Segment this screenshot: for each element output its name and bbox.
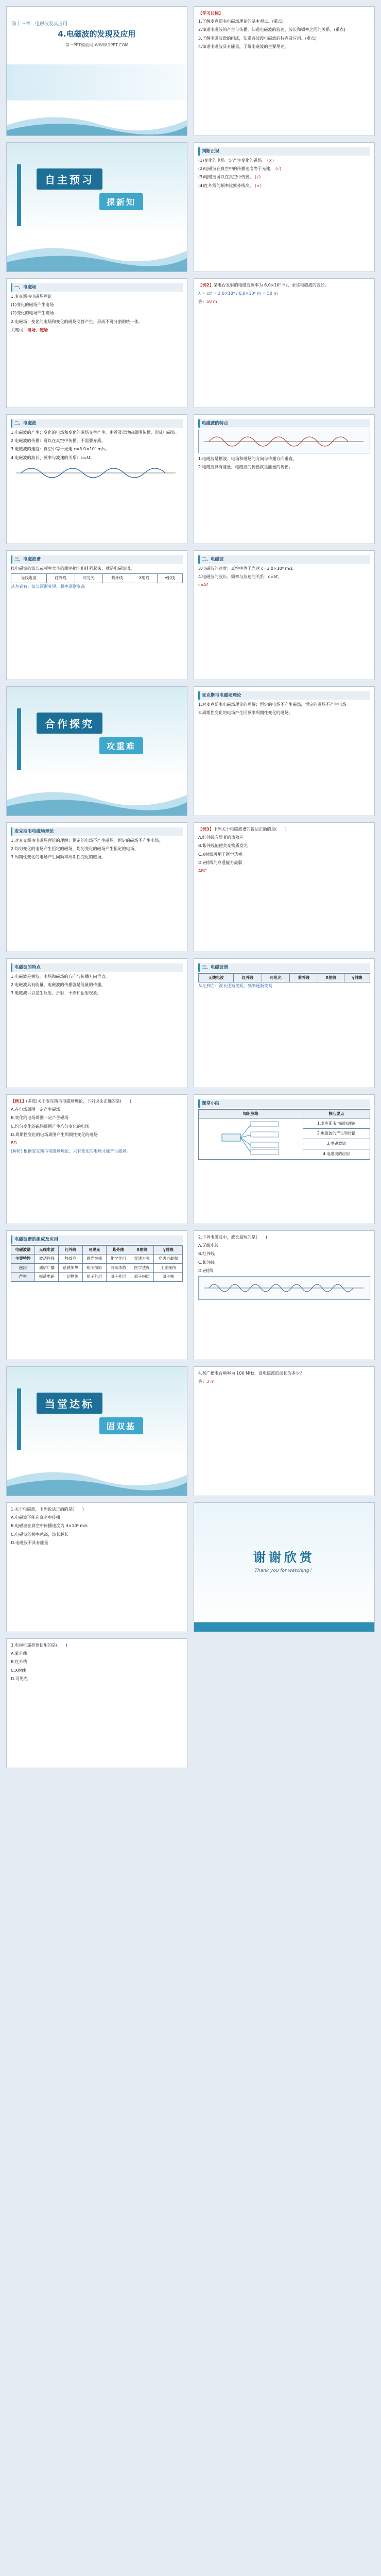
text-line: (2)变化的电场产生磁场 [11,311,54,316]
slide-practice-4[interactable]: 4.某广播电台频率为 100 MHz，该电磁波的波长为多少？ 答：3 m [194,1366,375,1496]
table-cell: X射线 [318,974,344,982]
section-title: 三、电磁波谱 [11,555,183,564]
thanks-title: 谢谢欣赏 [253,1550,315,1565]
section-title: 电磁波的特点 [11,963,183,972]
answer: c=λf [198,583,208,588]
decorative-waves [7,225,187,272]
option: B.红外线 [11,1659,28,1665]
table-cell: 可见光 [75,574,103,583]
table-cell: 原子核 [154,1273,183,1281]
question-text: (1)变化的电场一定产生变化的磁场。 [198,158,266,163]
banner-side-label: 固双基 [99,1417,143,1434]
table-cell: 2.电磁波的产生和传播 [303,1129,370,1139]
table-cell: 消毒杀菌 [106,1263,130,1272]
banner-main-label: 当堂达标 [37,1393,102,1414]
option: D.γ射线 [198,1268,214,1273]
section-title: 一、电磁场 [11,283,183,292]
decorative-waves [7,769,187,816]
footer-bar [194,1622,374,1632]
wave-figure [198,1276,370,1300]
question-text: (2)电磁波在真空中的传播速度等于光速。 [198,166,274,172]
text-line: 2.电磁波具有能量，电磁波的传播就是能量的传播。 [11,982,106,988]
slide-calc[interactable]: 【例2】某电台发射的电磁波频率为 6.0×10⁶ Hz，求该电磁波的波长。 λ = c/f = 3.0×10⁸ / 6.0×10⁶ m = 50 m 答：50 m [194,278,375,408]
banner-accent-bar [17,1388,21,1450]
section-banner-study[interactable] [6,142,187,272]
slide-wave-diagram[interactable] [194,414,375,544]
banner-side-label: 探新知 [99,193,143,210]
table-cell: 热效应 [59,1255,82,1263]
answer: 3 m [206,1379,215,1384]
banner-accent-bar [17,708,21,770]
option: C.紫外线 [198,1260,215,1265]
slide-example-1[interactable] [6,1094,187,1224]
banner-side-label: 攻重难 [99,737,143,754]
table-cell: 化学作用 [106,1255,130,1263]
table-cell: 3.电磁波谱 [303,1139,370,1149]
cover-slide[interactable] [6,6,187,136]
answer: ABC [198,868,207,873]
text-line: 3.周期性变化的电场产生同频率周期性变化的磁场。 [198,710,293,716]
table-cell: 医学透视 [130,1263,154,1272]
slide-spectrum-review[interactable] [194,958,375,1088]
table-cell: 紫外线 [103,574,131,583]
text-line: 从左到右：波长逐渐变短，频率逐渐变高 [11,584,85,589]
section-title: 二、电磁波 [11,419,183,428]
page-title: 4.电磁波的发现及应用 [58,29,136,39]
option: A.红外线有显著的热效应 [198,835,244,840]
table-cell: 1.麦克斯韦电磁场理论 [303,1118,370,1129]
question-text: 2.下列电磁波中，波长最短的是( ) [198,1235,267,1240]
option: A.紫外线 [11,1651,27,1656]
cover-band [7,64,187,100]
table-header: γ射线 [154,1246,183,1255]
spectrum-table [11,1245,183,1282]
text-line: 1.了解麦克斯韦电磁场理论的基本观点。(重点) [198,19,284,24]
text-line: 从左到右：波长逐渐变短，频率逐渐变高 [198,984,272,989]
slide-practice-3[interactable] [6,1638,187,1768]
text-line: 4.电磁波的波长、频率与波速的关系：c=λf。 [198,574,282,580]
left-column [6,0,187,1768]
question-text: 3.电视机遥控器使用的是( ) [11,1643,67,1648]
banner-main-label: 自主预习 [37,168,102,190]
text-line: 3.电磁波的速度：真空中等于光速 c=3.0×10⁸ m/s。 [11,447,110,452]
table-cell: 红外线 [234,974,262,982]
option: B.电磁波在真空中传播速度为 3×10⁸ m/s [11,1523,88,1529]
table-cell: 无线电波 [199,974,234,982]
keyword: 磁场 [40,327,48,332]
table-header: 核心要点 [303,1110,370,1118]
table-cell: 4.电磁波的应用 [303,1149,370,1159]
table-header: 红外线 [59,1246,82,1255]
table-header: 电磁波谱 [11,1246,35,1255]
wave-figure [198,430,370,453]
table-cell: 一切物体 [59,1273,82,1281]
table-cell: 红外线 [46,574,75,583]
slide-thanks[interactable] [194,1502,375,1632]
slide-field-theory[interactable] [194,686,375,816]
text-line: 4.知道电磁波具有能量，了解电磁波的主要用途。 [198,44,289,49]
table-cell: 照明摄影 [82,1263,106,1272]
option: B.变化的电场周围一定产生磁场 [11,1115,69,1121]
table-cell: γ射线 [157,574,182,583]
text-line: 1.对麦克斯韦电磁场理论的理解：恒定的电场不产生磁场，恒定的磁场不产生电场。 [198,702,351,707]
mark: (×) [254,183,262,188]
option: A.电磁波不能在真空中传播 [11,1515,60,1520]
table-cell: 应用 [11,1263,35,1272]
text-line: 3.周期性变化的电场产生同频率周期性变化的磁场。 [11,855,106,860]
example-label: 【例3】 [198,827,214,832]
section-title: 二、电磁波 [198,555,370,564]
table-cell: 通信广播 [35,1263,59,1272]
section-title: 电磁波谱的组成及应用 [11,1235,183,1244]
slide-discussion[interactable] [6,822,187,952]
table-cell: 原子外层 [82,1273,106,1281]
slide-em-wave[interactable] [6,414,187,544]
text-line: 2.电磁场：变化的电场和变化的磁场交替产生，形成不可分割的统一体。 [11,319,143,324]
slide-wave-props[interactable] [6,958,187,1088]
table-cell: 工业探伤 [154,1263,183,1272]
slide-practice-1[interactable] [6,1502,187,1632]
text-line: 2.知道电磁波的产生与传播，知道电磁波的波速、波长和频率之间的关系。(重点) [198,27,345,32]
section-title: 三、电磁波谱 [198,963,370,972]
section-title: 课堂小结 [198,1099,370,1108]
decorative-waves [7,1449,187,1496]
mark: (√) [275,166,282,172]
section-title: 麦克斯韦电磁场理论 [11,827,183,836]
right-column [194,0,375,1632]
text-line: 1.电磁波是横波，电场和磁场的方向与传播方向垂直。 [11,974,110,979]
example-label: 【例2】 [198,283,214,287]
option: D.周期性变化的电场周围产生周期性变化的磁场 [11,1132,98,1137]
slide-judge[interactable] [194,142,375,272]
table-header: 知识脉络 [199,1110,303,1118]
question-text: 1.关于电磁波，下列说法正确的是( ) [11,1507,84,1512]
text-line: 1.电磁波是横波，电场和磁场的方向与传播方向垂直。 [198,456,297,462]
answer: BD [11,1140,17,1145]
option: D.可见光 [11,1676,28,1681]
question-text: (多选)关于麦克斯韦电磁场理论，下列说法正确的是( ) [26,1099,132,1104]
summary-table [198,1109,370,1160]
section-title: 电磁波的特点 [198,419,370,428]
objectives-label: 【学习目标】 [198,11,223,15]
option: C.X射线 [11,1668,26,1673]
chapter-label: 第十三章 电磁波及其应用 [12,22,68,27]
slide-example-3[interactable] [194,822,375,952]
text-line: 2.电磁波具有能量，电磁波的传播就是能量的传播。 [198,465,293,470]
option: D.电磁波不具有能量 [11,1540,48,1545]
mark: (×) [267,158,274,163]
table-cell: 振荡电路 [35,1273,59,1281]
mind-map-diagram [220,1120,282,1156]
mind-map [199,1118,303,1159]
section-banner-coop[interactable] [6,686,187,816]
slide-objectives[interactable] [194,6,375,136]
option: C.均匀变化的磁场周围产生均匀变化的电场 [11,1124,90,1129]
table-header: 紫外线 [106,1246,130,1255]
table-cell: 紫外线 [290,974,318,982]
question-text: 4.某广播电台频率为 100 MHz，该电磁波的波长为多少？ [198,1371,304,1376]
option: B.紫外线能使荧光物质发光 [198,843,248,849]
option: D.γ射线的穿透能力最弱 [198,860,243,865]
page-subtitle: 第一PPT模板网-WWW.1PPT.COM [65,43,129,47]
text-line: 3.电磁波可以发生反射、折射、干涉和衍射现象。 [11,991,101,996]
wave-diagram [199,430,369,453]
spectrum-order-table [11,573,183,583]
text-line: 3.了解电磁波谱的组成，知道各波段电磁波的特点及应用。(难点) [198,36,317,41]
banner-main-label: 合作探究 [37,713,102,734]
question-text: (3)电磁波可以在真空中传播。 [198,175,254,180]
table-cell: 穿透力最强 [154,1255,183,1263]
text-line: 1.麦克斯韦电磁场理论 [11,294,52,299]
slide-spectrum[interactable] [6,550,187,680]
text-line: 1.电磁波的产生：变化的电场和变化的磁场交替产生，由近及远地向周围传播，形成电磁波。 [11,430,180,435]
slide-summary[interactable] [194,1094,375,1224]
banner-accent-bar [17,164,21,226]
formula: λ = c/f = 3.0×10⁸ / 6.0×10⁶ m = 50 m [198,291,278,296]
table-cell: 感光性强 [82,1255,106,1263]
explanation: [解析] 根据麦克斯韦电磁场理论，只有变化的电场才能产生磁场。 [11,1149,131,1154]
option: C.电磁波的频率越高，波长越长 [11,1532,69,1537]
thanks-subtitle: Thank you for watching！ [254,1568,314,1573]
text-line: 2.均匀变化的电场产生恒定的磁场，均匀变化的磁场产生恒定的电场。 [11,846,138,852]
table-cell: 原子内层 [130,1273,154,1281]
text-line: 1.对麦克斯韦电磁场理论的理解：恒定的电场不产生磁场，恒定的磁场不产生电场。 [11,838,163,843]
keyword: 电场 [27,327,36,332]
table-cell: 无线电波 [11,574,47,583]
option: A.在电场周围一定产生磁场 [11,1107,60,1112]
table-cell: 主要特性 [11,1255,35,1263]
table-header: 无线电波 [35,1246,59,1255]
mark: (√) [254,175,261,180]
section-banner-practice[interactable] [6,1366,187,1496]
slide-em-field[interactable]: 一、电磁场 1.麦克斯韦电磁场理论 (1)变化的磁场产生电场 (2)变化的电场产生磁场 2.电磁场：变化的电场和变化的磁场交替产生，形成不可分割的统一体。 关键词：电场、磁场 [6,278,187,408]
slide-em-wave-speed[interactable] [194,550,375,680]
table-header: 可见光 [82,1246,106,1255]
example-label: 【例1】 [11,1099,26,1104]
table-cell: 波动性强 [35,1255,59,1263]
question-text: 某电台发射的电磁波频率为 6.0×10⁶ Hz，求该电磁波的波长。 [213,283,329,287]
option: B.红外线 [198,1251,215,1257]
option: A.无线电波 [198,1243,219,1248]
section-title: 麦克斯韦电磁场理论 [198,691,370,700]
text-line: 3.电磁波的速度：真空中等于光速 c=3.0×10⁸ m/s。 [198,566,297,571]
option: C.X射线可用于医学透视 [198,852,243,857]
text-line: 2.电磁波的传播：可以在真空中传播，不需要介质。 [11,438,106,444]
spectrum-order-table [198,973,370,982]
answer: 50 m [206,299,217,304]
table-cell: 原子外层 [106,1273,130,1281]
text-line: (1)变化的磁场产生电场 [11,302,54,308]
section-title: 判断正误 [198,147,370,156]
question-text: (4)红外线的频率比紫外线高。 [198,183,254,188]
text-line: 按电磁波的波长或频率大小的顺序把它们排列起来，就是电磁波谱。 [11,566,134,571]
text-line: 4.电磁波的波长、频率与波速的关系：c=λf。 [11,455,95,460]
table-cell: γ射线 [344,974,370,982]
table-cell: X射线 [131,574,157,583]
table-cell: 产生 [11,1273,35,1281]
table-cell: 穿透力强 [130,1255,154,1263]
table-cell: 遥感加热 [59,1263,82,1272]
wave-diagram [199,1277,369,1299]
decorative-waves [7,105,187,135]
slide-spectrum-table[interactable] [6,1230,187,1360]
question-text: 下列关于电磁波谱的说法正确的是( ) [213,827,287,832]
wave-diagram [11,463,181,483]
table-cell: 可见光 [262,974,289,982]
slide-practice-2[interactable] [194,1230,375,1360]
table-header: X射线 [130,1246,154,1255]
